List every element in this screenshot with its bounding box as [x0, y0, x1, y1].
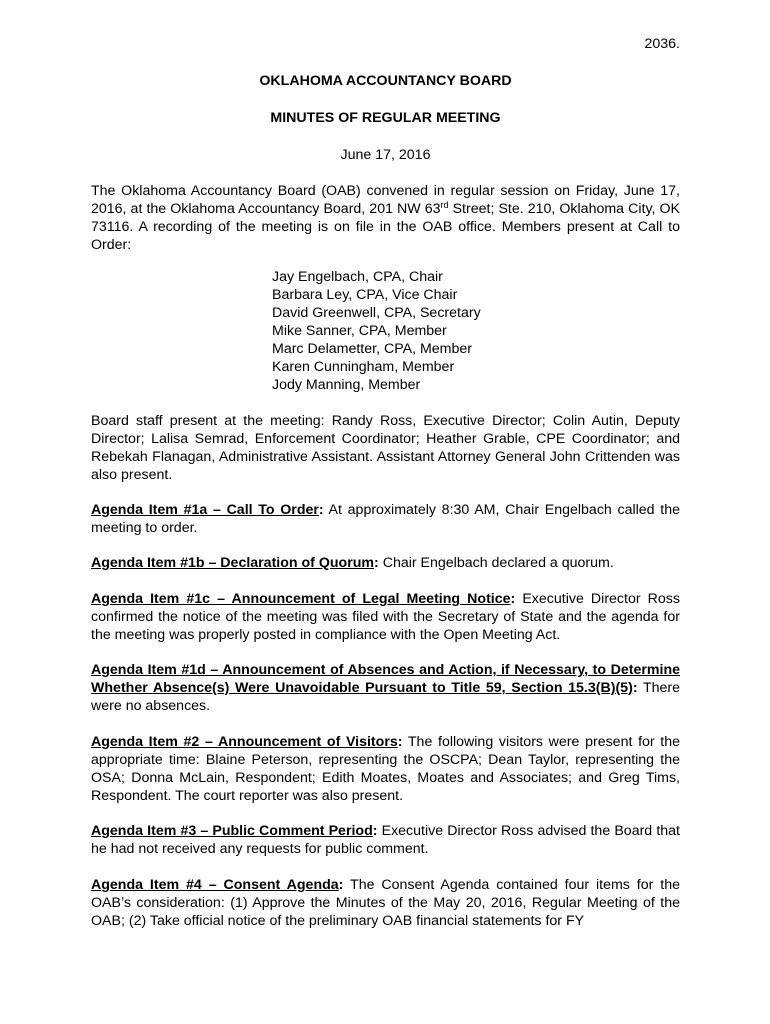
agenda-text: There were no absences.	[91, 680, 681, 714]
agenda-item-4	[91, 876, 680, 930]
ordinal-suffix: rd	[440, 200, 449, 210]
members-list	[272, 268, 481, 394]
heading-colon: :	[632, 680, 638, 696]
agenda-text: Executive Director Ross confirmed the notice of the meeting was filed with the Secretary of State and the agenda for the meeting was properly posted in compliance with the Open Meeting Act.	[91, 591, 680, 643]
member-item: Karen Cunningham, Member	[272, 359, 455, 375]
agenda-item-1d	[91, 661, 680, 715]
agenda-heading: Agenda Item #1d – Announcement of Absences and Action, if Necessary, to Determine Whether Absence(s) Were Unavoidable Pursuant to Title 59, Section 15.3(B)(5)	[91, 662, 680, 696]
member-item: Jay Engelbach, CPA, Chair	[272, 269, 443, 285]
agenda-text: At approximately 8:30 AM, Chair Engelbach called the meeting to order.	[91, 502, 680, 536]
agenda-heading: Agenda Item #2 – Announcement of Visitors	[91, 734, 398, 750]
staff-paragraph: Board staff present at the meeting: Randy Ross, Executive Director; Colin Autin, Deputy Director; Lalisa Semrad, Enforcement Coordinator; Heather Grable, CPE Coordinator; and Rebekah Flanagan, Administrative Assistant. Assistant Attorney General John Crittenden was also present.	[91, 413, 680, 483]
agenda-item-1c	[91, 590, 680, 644]
intro-text-start: The Oklahoma Accountancy Board (OAB) convened in regular session on Friday, June 17, 2016, at the Oklahoma Accountancy Board, 201 NW 63	[91, 183, 680, 217]
agenda-text: The Consent Agenda contained four items for the OAB’s consideration: (1) Approve the Minutes of the May 20, 2016, Regular Meeting of the OAB; (2) Take official notice of the preliminary OAB financial statements for FY	[91, 877, 680, 929]
agenda-text: Chair Engelbach declared a quorum.	[378, 555, 614, 571]
agenda-item-3	[91, 822, 680, 858]
agenda-heading: Agenda Item #1a – Call To Order	[91, 502, 319, 518]
agenda-heading: Agenda Item #1b – Declaration of Quorum	[91, 555, 375, 571]
agenda-heading: Agenda Item #1c – Announcement of Legal Meeting Notice	[91, 591, 511, 607]
heading-colon: :	[338, 877, 344, 893]
heading-colon: :	[510, 591, 516, 607]
heading-colon: :	[397, 734, 403, 750]
member-item: David Greenwell, CPA, Secretary	[272, 305, 481, 321]
agenda-text: Executive Director Ross advised the Board that he had not received any requests for public comment.	[91, 823, 680, 857]
member-item: Jody Manning, Member	[272, 377, 421, 393]
heading-colon: :	[374, 555, 379, 571]
heading-colon: :	[318, 502, 324, 518]
heading-colon: :	[372, 823, 378, 839]
meeting-date: June 17, 2016	[340, 147, 431, 163]
member-item: Marc Delametter, CPA, Member	[272, 341, 472, 357]
agenda-item-1a	[91, 501, 680, 537]
intro-text-end: Street; Ste. 210, Oklahoma City, OK 73116. A recording of the meeting is on file in the OAB office. Members present at Call to Order:	[91, 201, 680, 253]
document-title: MINUTES OF REGULAR MEETING	[270, 110, 501, 126]
member-item: Mike Sanner, CPA, Member	[272, 323, 447, 339]
agenda-heading: Agenda Item #3 – Public Comment Period	[91, 823, 373, 839]
agenda-heading: Agenda Item #4 – Consent Agenda	[91, 877, 339, 893]
member-item: Barbara Ley, CPA, Vice Chair	[272, 287, 458, 303]
agenda-item-1b	[91, 554, 680, 572]
org-title: OKLAHOMA ACCOUNTANCY BOARD	[259, 73, 512, 89]
intro-paragraph	[91, 182, 680, 254]
agenda-item-2	[91, 733, 680, 805]
page-number: 2036.	[644, 36, 680, 52]
agenda-text: The following visitors were present for the appropriate time: Blaine Peterson, representing the OSCPA; Dean Taylor, representing the OSA; Donna McLain, Respondent; Edith Moates, Moates and Associates; and Greg Tims, Respondent. The court reporter was also present.	[91, 734, 681, 804]
